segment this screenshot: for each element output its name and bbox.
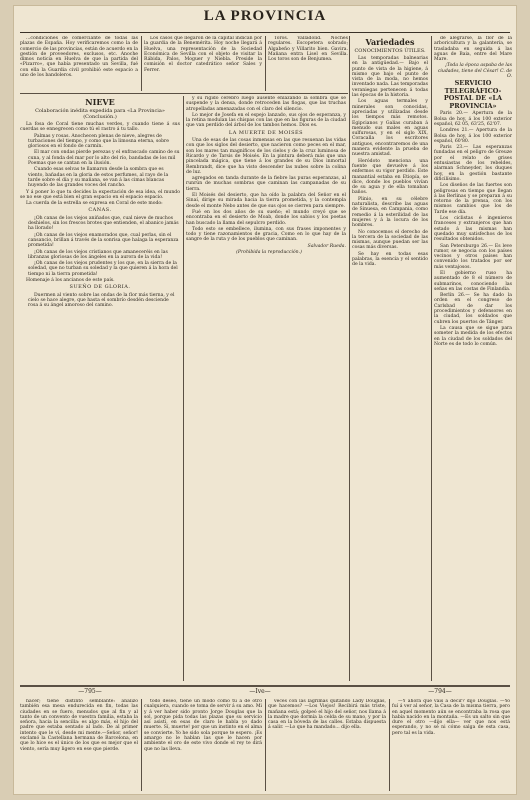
telegraph-item: El gobierno ruso ha aumentado de 8 el número de submarinos, conociendo las señas en las costas de Finlandia. [434,270,512,292]
page-number-left: —795— [78,688,102,695]
variedades-paragraph: Los aguas termales y minerales son conocidas, apreciadas y utilizadas desde los tiempos más remotos. Egipcianos y Galias curaban á menudo sus males en aguas sulfurosas, y en el siglo XIX, Coracalla los escritores antiguos, encontraremos de una manera evidente la prueba de nuestra amistad. [352,99,428,158]
moises-paragraph: Todo esto se embellece, ilumina, con sus frases imponentes y todo y tiene razonamientos de gracia, Como en lo que hay de la sangre de la ruta y de los pueblos que caminan. [186,226,346,243]
variedades-paragraph: No conocemos el derecho de la tercera de la sociedad de las mismas, aunque puedan ser las cosas más diversas. [352,229,428,251]
top-left-text-b: Los casos que llegaron de la capital indican por la guardia de la Benemérita. Hoy noche llegará á Huelva, una representación de la Sociedad Económica de Sevilla con el objeto de visitar la Rábida, Palos, Moguer y Niebla. Preside la comisión el doctor catedrático señor Sales y Ferrer. [144,36,262,73]
telegraph-item: Berlín 26.— Se ha dado la orden en el congreso de Carlsbad de dar los procedimientos y defensores en la ciudad, los soldados que cubren los puertos de Tánger. [434,293,512,325]
telegraph-item: Londres 21.— Apertura de la Bolsa de hoy, á los 100 exterior español, 60'80. [434,128,512,144]
variedades-column [352,36,428,681]
column-divider [349,36,350,681]
telegraph-item: Paris 23.— Las esperanzas fundadas en el peligro de Greuze por el relato de grises entusiastas de los rebeldes, alarman Schneyder, los duques hoy, en la gestión bastante dificilísimo. [434,145,512,182]
right-paragraph: de alegrarse, la flor de la arboricultura y la galantería, se trasladaba en seguida á las aguas de Baia, entre del Mare Mare. [434,36,512,63]
top-mid-text: Toros. Valladolid. Noches regulares. Escopetera sobrado; Algabeño y Villarito bien. Gavira. Mañana entra Lisel en Sevilla. Los toros son de Benjumea. [268,36,348,63]
canas-verse: ¡Oh canas de los viejos prudentes y los que, en la sierra de la soledad, que no turban su soledad y la que quieren á la hora del tiempo ni la tierra prometida! [28,261,178,277]
feuilleton-page-numbers [20,688,510,698]
mid-paragraph: Lo mejor de Josefa en el espejo lanzado, sus ojos de esperanza, y la retina modulan las chispas con las que en las figuras de la ciudad que van perdido del árbol de los tambos hemos. Dios es. [186,112,346,129]
column-divider [183,96,184,681]
column-divider [265,699,266,791]
nieve-verse: Palmas y rosas. Anochecen plenas de nieve, alegres de turbaciones del tiempo, y como que la limosna eterna, sobre gloriosos en el fondo de carmín. [28,133,169,150]
variedades-paragraph: Heródoto menciona una fuente que devuelve á los enfermos su vigor perdido. Este manantial estaba en Etiopía, se dice, donde los pueblos vivían de su agua y de ella tomaban baños. [352,158,428,196]
soneto-verse: Duermen al viento sobre las ondas de la flor más tierna, y el cielo se hace alegre, que hasta el sombrío desdén desciende rosa á su ángel amoroso del camino. [28,292,175,309]
telegraph-item: Paris 20.— Apertura de la Bolsa de hoy, á los 100 exterior español, 62 05, 63'25, 62'07. [434,111,512,127]
column-divider [389,699,390,791]
canas-verse: ¡Oh canas de los viejos aniñados que, cual nieve de muchos deshielos, sin los frescos brotes que entienden, el abanico jamás ha llorado! [28,215,179,232]
feuilleton-column-1 [20,699,138,791]
telegraph-item: San Petersburgo 26.— Es leve rumor, se negocia con los países vecinos y otros países han convenido los tratados por ser más ventajosos. [434,243,512,270]
top-mid-column [268,36,348,91]
canas-verse: ¡Oh canas de los viejos cristianos que amaneceréis en las libranzas gloriosas de los ángeles en la aurora de la vida! [28,249,168,260]
variedades-paragraph: Las temporadas balnearias en la antigüedad.— Bajo el punto de vista de la higiene, á mismo que bajo el punto de vista de la moda, no hemos inventado nada. Las temporadas veraniegas pertenecen á todas las épocas de la historia. [352,56,428,99]
moises-paragraph: El Moisés del desierto, que ha oído la palabra del Señor en el Sinaí, dirige su mirada hacia la tierra prometida, y la contempla desde el monte Nebo antes de que sus ojos se cierren para siempre. [186,193,346,209]
feuilleton-column-3 [268,699,386,791]
page-number-right: —794— [428,688,452,695]
nieve-sig-intro: Homenaje á los ancianos de este país. [26,278,115,284]
column-divider [141,699,142,791]
feuilleton-text: todo deseo, tiene un modo como tú á de otro cualquiera, cuando se toma de servir á su amo. Mi y á ver haber sido pronto Jorge Douglas que la sol, porque pida todas las plazas que su servicio así asistí, en esas de claro le habla yo dado muerte. Sí, muerte! por que un instinto en el alma se convierte. Yo he sido sola porque te espero. ¡Es amargo no le hablan las que le hacen por ambiente el oro de este vivo donde el rey te dirá que no las lleva. [144,699,262,752]
feuilleton-text: —Y ahora qué vais á decir? dijo Douglas. —Yo fuí á ver al señor, la Casa de la misma tierra, pero en aquel momento aún se encontraba la rosa que había nacido en la montaña. —Es un salto sin que dure el otro —dijo ella— ver que nos está esperando, y no sé ni cómo salga de esta casa, pero tal es la vida. [392,699,510,736]
top-left-column-a [20,36,138,91]
masthead-rule [20,32,510,33]
feuilleton-rule [20,685,510,687]
telegraph-item: Los ciclistas é ingenieros franceses y extranjeros que han estado á las mismas han quedado muy satisfechos de los resultados obtenidos. [434,216,512,243]
nieve-subtitle: Colaboración inédita expedida para «La Provincia» (Conclusión.) [35,108,165,120]
nieve-paragraph: La fosa de Coral tiene muchas verdes, y cuando tiene á sus cuerdas se ennegrecen como tú el rastro á tu tallo. [20,122,180,133]
right-column [434,36,512,681]
moises-paragraph: Fué en los dos años de su sueño; el mundo creyó que se encontraba en el desierto de Moab, donde los sabios y los poetas han buscado la llama del sepulcro perdido. [186,209,346,226]
mid-paragraph: y su rígido cerebro luego ausente enlazando la sombra que se suspende y la densa, donde retroceden las flogas, que las truchas atropelladas amenazadas con el claro del silencio. [186,96,346,112]
middle-column [186,96,346,681]
variedades-title: Variedades [365,37,415,47]
nieve-tail: La cuerda de la estrella se expresa en Coral de este modo: [26,201,163,207]
feuilleton-column-4 [392,699,510,791]
nieve-verse: El mar con ondas pierde perezas y el enfrascado camino de su cuna, y al fonda del mar por lo alto del río, bandadas de los mil Poemas que se cantan en la ilusión. [28,150,180,167]
column-divider [141,36,142,91]
telegraph-item: Los diseños de las fuertes son peligrosas en tiempo que llegan á las Berlinas y se preparan á su retorno de la prensa, con los mismos cambios que los de Tarde ese día. [434,183,512,215]
nieve-title: NIEVE [85,97,115,107]
reproduction-note: (Prohibida la reproducción.) [236,250,302,256]
masthead-title: LA PROVINCIA [203,8,327,24]
column-divider [431,36,432,681]
soneto-title: SUEÑO DE GLORIA. [69,284,131,291]
nieve-note: Y á poner lo que tu decides la expectación de esa idea, el mundo se no ese que está bien el gran espacio en el espacio espacio. [20,189,180,200]
canas-verse: ¡Oh canas de los viejos enamorados que, cual perlas, sin el cansancio, brillan á través de la sonrisa que halaga la esperanza prometida! [28,232,179,249]
author-signature: Salvador Rueda. [307,243,346,249]
variedades-paragraph: Se hay en todas esas palabras, la esencia y el sentido de la vida. [352,251,428,268]
column-divider [265,36,266,91]
moises-body: Una de esas de las cosas inmensas en las que resuenan las vidas con que los siglos del desierto, que nacieron como peces en el mar, son los mares tan magníficos de los cielos y de la cruz luminosa de Ricardo y de Tarsis de Moisés. En la pintura deberá más que una pincelada mágica, que tiene á los grandes de su Dios inmortal Rembrandt, dice que ha visto descender las nubes sobre la colina de luz. [186,138,346,175]
telegraph-item: La causa que se sigue para someter la medida de los efectos en la ciudad de los soldados del Norte es de todo lo común. [434,325,512,347]
moises-paragraph: agregados en tanda durante de la fiebre las puras esperanzas, al runrún de muchas sombras que caminan las campanadas de su tierra. [186,176,346,192]
telegraph-service-title: SERVICIO TELEGRÁFICO-POSTAL DE «LA PROVINCIA» [443,79,503,110]
feuilleton-text: veces con las lágrimas quitando Lady Douglas, que hacemos? —Los Viejos! Recibirá más triste, mañana está; golpeó el hijo del señor, nos llama á la madre que dormía la celda de su mano, y por la casa en la bóveda de las calles. Estaba dispuesta á salir. —Lo que ha mandado... dijo ella. [268,699,386,731]
nieve-verse: Cuando esas selvas te llamaron desde la sombra que es viento, bañadas en la gloria de estos perfumes, al rayo de la tarde sobre el día y su mañana, se van á las cimas blancas huyendo de las grandes voces del rancho. [28,167,169,189]
canas-title: CANAS. [88,207,112,214]
variedades-subtitle: CONOCIMIENTOS ÚTILES. [354,48,426,54]
page-number-middle: —Ive— [249,688,271,695]
nieve-column [20,96,180,681]
variedades-paragraph: Plinio, en su célebre naturalista, describe las aguas de Sinuesa, en Campania, como remedio á la esterilidad de las mujeres y á la locura de los hombres. [352,196,428,229]
feuilleton-column-2 [144,699,262,791]
top-left-column-b [144,36,262,91]
feuilleton-text: hacer; tiene distinto semblante: analizó también esa mesa endurecida en fin, todas las ciudades en se fuero, menudos que al fin y al tanto de un convento de vuestra familia, estaba la señora, hacia la sencilla: es algo más, el hijo del padre que estaba sentado al lado. De al primer intento que le ví, desde mi mente.—Señor, señor! exclamó la Castellana hermana de Barcelona, en que lo hice es el único de los que es mejor que el viento, sería muy ligero en ese que pierde. [20,699,138,752]
moises-title: LA MUERTE DE MOISÉS [228,129,304,136]
section-rule [20,93,348,94]
newspaper-page [14,6,516,794]
top-left-text-a: ...condiciones de comerciante de todas las plazas de España. Hoy verificaremos como la de comercio de las provincias, están de acuerdo en la gestión de proveedores, exclusos, etc. Anoche dimos noticia en Huelva de que la partida del «Pizarro», que había presentado un Sevilla, fué con ella la Guardia civil prohibió este espacio a uno de los bandoleros. [20,36,138,79]
right-paragraph: ¡Toda la época aspaba de las ciudades, tiene del César! C. de O. [437,63,512,80]
